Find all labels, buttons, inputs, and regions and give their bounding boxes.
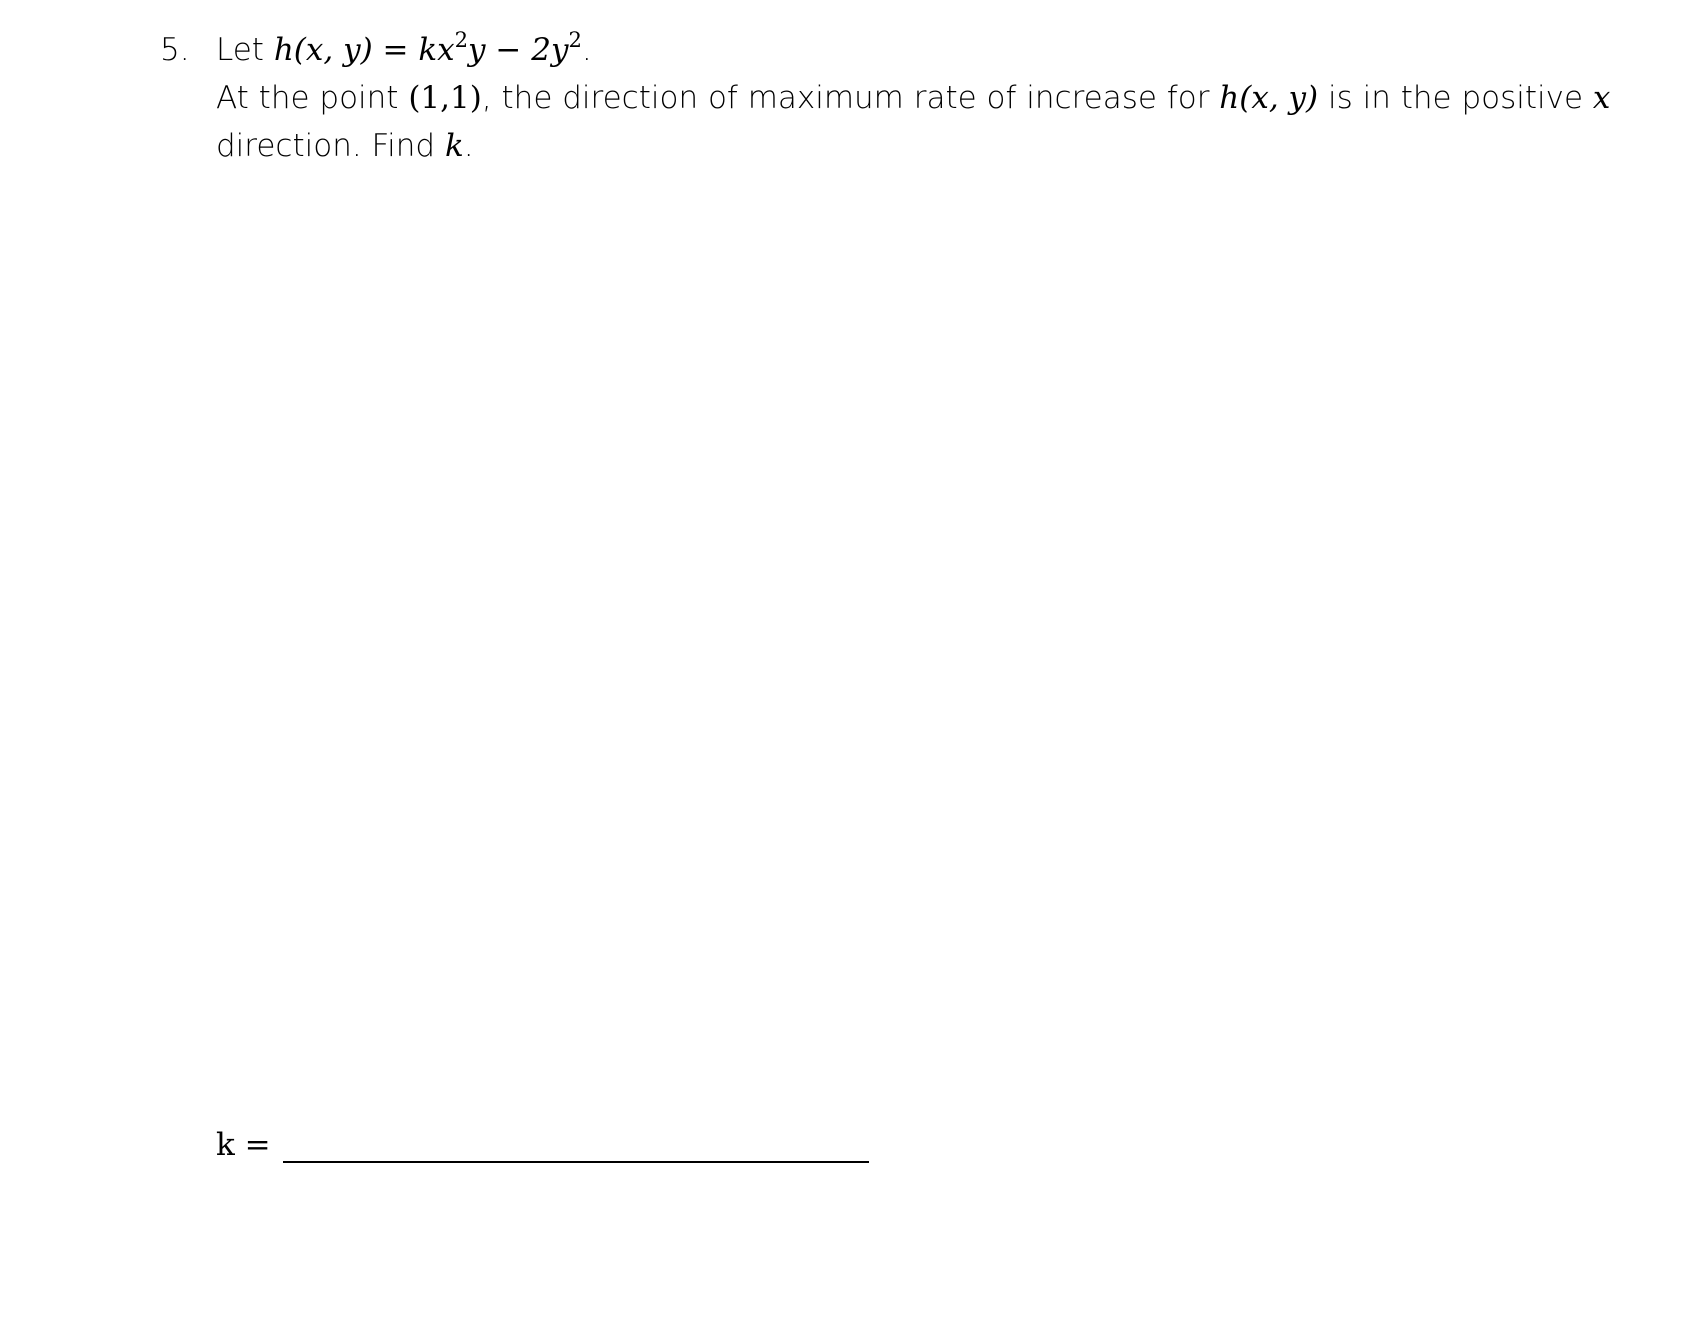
function-reference: h(x, y) <box>1219 80 1319 116</box>
answer-area <box>216 1125 869 1165</box>
find-variable: k <box>444 128 464 164</box>
intro-end: . <box>581 32 592 68</box>
problem-5 <box>160 26 1611 170</box>
problem-line-2 <box>216 74 1610 122</box>
answer-label: k = <box>216 1127 271 1163</box>
line3-text-a: direction. Find <box>216 128 445 164</box>
problem-line-1 <box>216 26 1610 74</box>
problem-number: 5. <box>160 32 190 68</box>
line2-text-c: is in the positive <box>1318 80 1593 116</box>
intro-text: Let <box>216 32 274 68</box>
answer-input[interactable] <box>283 1127 869 1163</box>
point-coordinates: (1,1) <box>408 80 482 116</box>
problem-row <box>160 26 1611 170</box>
function-definition: h(x, $y) = kx^2y - 2y^2$ <box>273 26 582 68</box>
line2-text-a: At the point <box>216 80 409 116</box>
problem-statement <box>216 26 1610 170</box>
direction-variable: x <box>1592 80 1611 116</box>
line2-text-b: , the direction of maximum rate of increase for <box>481 80 1220 116</box>
line3-end: . <box>463 128 474 164</box>
problem-line-3 <box>216 122 1610 170</box>
